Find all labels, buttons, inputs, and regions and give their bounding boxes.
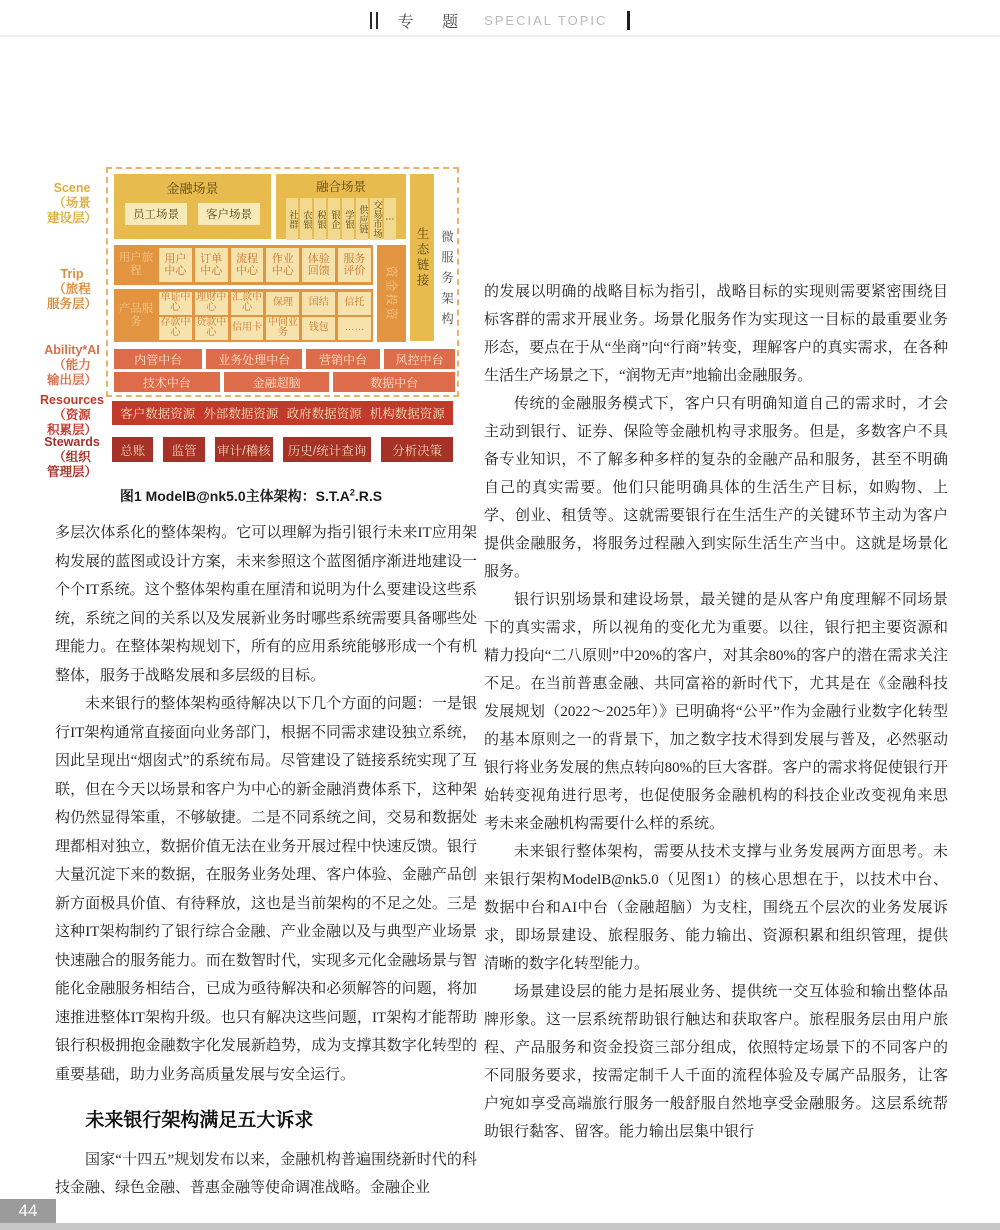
microservice-architecture-label: 微服务架构 bbox=[439, 229, 454, 333]
layer-label-scene bbox=[40, 181, 104, 226]
paragraph: 未来银行整体架构，需要从技术支撑与业务发展两方面思考。未来银行架构ModelB@nk5.0（见图1）的核心思想在于，以技术中台、数据中台和AI中台（金融超脑）为支柱，围绕五个层次的业务发展诉求，即场景建设、旅程服务、能力输出、资源积累和组织管理，提供清晰的数字化转型能力。 bbox=[484, 844, 948, 972]
resource-item: 客户数据资源 bbox=[120, 407, 196, 421]
diagram-body bbox=[106, 167, 460, 489]
layer-label-resources bbox=[40, 393, 104, 438]
resource-item: 政府数据资源 bbox=[286, 407, 362, 421]
figure-1-architecture-diagram bbox=[40, 167, 462, 489]
paragraph: 多层次体系化的整体架构。它可以理解为指引银行未来IT应用架构发展的蓝图或设计方案，未来参照这个蓝图循序渐进地建设一个个IT系统。这个整体架构重在厘清和说明为什么要建设这些系统，系统之间的关系以及发展新业务时哪些系统需要具备哪些处理能力。在整体架构规划下，所有的应用系统能够形成一个有机整体，服务于战略发展和多层级的目标。 bbox=[55, 525, 477, 684]
fusion-item: 农银 bbox=[300, 198, 312, 240]
journey-item: 订单中心 bbox=[195, 248, 228, 282]
product-item: 单证中心 bbox=[160, 291, 191, 313]
header-title-en: SPECIAL TOPIC bbox=[484, 12, 608, 28]
page-number: 44 bbox=[0, 1199, 56, 1223]
steward-item: 分析决策 bbox=[381, 437, 453, 462]
resource-item: 外部数据资源 bbox=[203, 407, 279, 421]
capital-investment-bar bbox=[377, 245, 406, 342]
product-item: 信用卡 bbox=[231, 317, 264, 340]
fusion-scene-title: 融合场景 bbox=[315, 180, 366, 194]
product-item: 汇款中心 bbox=[232, 291, 263, 313]
page-header bbox=[0, 6, 1000, 34]
header-divider bbox=[0, 35, 1000, 37]
steward-item: 监管 bbox=[163, 437, 204, 462]
double-bar-icon bbox=[370, 12, 378, 29]
finance-scene-title: 金融场景 bbox=[166, 181, 219, 196]
ability-item: 内管中台 bbox=[114, 349, 202, 369]
product-item: 保理 bbox=[266, 292, 299, 315]
ability-row-2 bbox=[114, 372, 455, 392]
ability-item: 数据中台 bbox=[333, 372, 455, 392]
fusion-item: ⋯ bbox=[384, 198, 396, 240]
label-line: Resources bbox=[40, 393, 104, 407]
fusion-scene-items bbox=[276, 198, 406, 240]
product-rows bbox=[159, 292, 371, 340]
single-bar-icon bbox=[627, 11, 630, 30]
fusion-scene-block bbox=[276, 174, 406, 239]
steward-item: 总账 bbox=[112, 437, 153, 462]
eco-link-bar: 生态链接 bbox=[410, 174, 434, 341]
journey-item: 流程中心 bbox=[231, 248, 264, 282]
resources-layer-bar bbox=[112, 401, 453, 425]
product-item: 中间业务 bbox=[267, 316, 298, 338]
product-item: …… bbox=[338, 317, 371, 340]
label-line: 建设层） bbox=[46, 211, 97, 225]
label-line: Stewards bbox=[44, 435, 100, 449]
label-line: （能力 bbox=[53, 358, 91, 372]
scene-item: 客户场景 bbox=[198, 203, 260, 225]
user-journey-band bbox=[114, 245, 373, 285]
ability-item: 风控中台 bbox=[384, 349, 455, 369]
header-title-cn: 专 题 bbox=[397, 13, 471, 31]
layer-label-stewards bbox=[40, 435, 104, 480]
label-line: 管理层） bbox=[46, 465, 97, 479]
product-row-1 bbox=[159, 292, 371, 315]
resource-item: 机构数据资源 bbox=[369, 407, 445, 421]
fusion-item: 银企 bbox=[328, 198, 340, 240]
right-text-column bbox=[484, 278, 948, 1146]
journey-item: 服务评价 bbox=[338, 248, 371, 282]
paragraph: 传统的金融服务模式下，客户只有明确知道自己的需求时，才会主动到银行、证券、保险等金融机构寻求服务。但是，多数客户不具备专业知识，不了解多种多样的复杂的金融产品和服务，甚至不明确自己的真实需要。他们只能明确具体的生活生产目标，如购物、上学、创业、租赁等。这就需要银行在生活生产的关键环节主动为客户提供金融服务，将服务过程融入到实际生活生产当中。这就是场景化服务。 bbox=[484, 396, 948, 580]
product-item: 国结 bbox=[302, 292, 335, 315]
label-line: 积累层） bbox=[46, 423, 97, 437]
product-band-label: 产品服务 bbox=[118, 302, 154, 328]
label-line: Ability*AI bbox=[44, 343, 100, 357]
ability-item: 技术中台 bbox=[114, 372, 220, 392]
fusion-item: 税银 bbox=[314, 198, 326, 240]
section-heading: 未来银行架构满足五大诉求 bbox=[85, 1110, 314, 1131]
paragraph: 的发展以明确的战略目标为指引，战略目标的实现则需要紧密围绕目标客群的需求开展业务。场景化服务作为实现这一目标的最重要业务形态，要点在于从“坐商”向“行商”转变，理解客户的真实需求，在各种生活生产场景之下，“润物无声”地输出金融服务。 bbox=[484, 284, 948, 384]
product-item: 贷款中心 bbox=[196, 316, 227, 338]
product-item: 理财中心 bbox=[196, 291, 227, 313]
layer-label-trip bbox=[40, 267, 104, 312]
product-item: 信托 bbox=[338, 292, 371, 315]
label-line: 输出层） bbox=[46, 373, 97, 387]
fusion-item: 社群 bbox=[286, 198, 298, 240]
capital-investment-label: 资金投资 bbox=[384, 265, 399, 322]
label-line: （旅程 bbox=[53, 282, 91, 296]
label-line: （资源 bbox=[53, 408, 91, 422]
paragraph: 银行识别场景和建设场景，最关键的是从客户角度理解不同场景下的真实需求，所以视角的变化尤为重要。以往，银行把主要资源和精力投向“二八原则”中20%的客户，对其余80%的客户的潜在需求关注不足。在当前普惠金融、共同富裕的新时代下，尤其是在《金融科技发展规划（2022～2025年）》已明确将“公平”作为金融行业数字化转型的基本原则之一的背景下，加之数字技术得到发展与普及，必然驱动银行将业务发展的焦点转向80%的巨大客群。客户的需求将促使银行开始转变视角进行思考，也促使服务金融机构的科技企业改变视角来思考未来金融机构需要什么样的系统。 bbox=[484, 592, 948, 832]
stewards-layer-row bbox=[112, 437, 453, 462]
label-line: （场景 bbox=[53, 196, 91, 210]
journey-band-label: 用户旅程 bbox=[118, 252, 154, 277]
caption-text: 图1 ModelB@nk5.0主体架构：S.T.A bbox=[119, 488, 350, 504]
caption-superscript: 2 bbox=[349, 487, 355, 498]
product-service-band bbox=[114, 289, 373, 342]
fusion-item: 供应链 bbox=[356, 198, 368, 240]
fusion-item: 交易市场 bbox=[371, 200, 382, 238]
dashed-boundary bbox=[106, 167, 459, 397]
paragraph: 国家“十四五”规划发布以来，金融机构普遍围绕新时代的科技金融、绿色金融、普惠金融等使命调准战略。金融企业 bbox=[55, 1151, 477, 1196]
steward-item: 历史/统计查询 bbox=[283, 437, 371, 462]
label-line: Trip bbox=[60, 267, 84, 281]
steward-item: 审计/稽核 bbox=[215, 437, 273, 462]
ability-item: 金融超脑 bbox=[224, 372, 330, 392]
product-item: 钱包 bbox=[302, 317, 335, 340]
scene-item: 员工场景 bbox=[125, 203, 187, 225]
layer-label-ability bbox=[40, 343, 104, 388]
paragraph: 未来银行的整体架构亟待解决以下几个方面的问题：一是银行IT架构通常直接面向业务部门，根据不同需求建设独立系统，因此呈现出“烟囱式”的系统布局。尽管建设了链接系统实现了互联，但在今天以场景和客户为中心的新金融消费体系下，这种架构仍然显得笨重，不够敏捷。二是不同系统之间，交易和数据处理都相对独立，数据价值无法在业务开展过程中快速反馈。银行大量沉淀下来的数据，在服务业务处理、客户体验、金融产品创新方面极具价值、有待释放，这也是当前架构的不足之处。三是这种IT架构制约了银行综合金融、产业金融以及与典型产业场景快速融合的服务能力。而在数智时代，实现多元化金融场景与智能化金融服务相结合，已成为亟待解决和必须解答的问题，将加速推进整体IT架构升级。也只有解决这些问题，IT架构才能帮助银行积极拥抱金融数字化发展新趋势，成为支撑其数字化转型的重要基础，助力业务高质量发展与安全运行。 bbox=[55, 696, 477, 1083]
label-line: （组织 bbox=[53, 450, 91, 464]
ability-item: 业务处理中台 bbox=[206, 349, 302, 369]
ability-row-1 bbox=[114, 349, 455, 369]
finance-scene-block bbox=[114, 174, 271, 239]
bottom-bar bbox=[0, 1223, 1000, 1230]
product-row-2 bbox=[159, 317, 371, 340]
caption-text: .R.S bbox=[354, 488, 383, 504]
label-line: Scene bbox=[53, 181, 91, 195]
product-item: 存款中心 bbox=[160, 316, 191, 338]
journey-item: 作业中心 bbox=[266, 248, 299, 282]
fusion-item: 学银 bbox=[342, 198, 354, 240]
left-text-column bbox=[55, 519, 477, 1203]
journey-item: 体验回馈 bbox=[302, 248, 335, 282]
ability-item: 营销中台 bbox=[306, 349, 380, 369]
journey-item: 用户中心 bbox=[159, 248, 192, 282]
finance-scene-items bbox=[114, 203, 271, 225]
figure-caption bbox=[40, 486, 462, 506]
label-line: 服务层） bbox=[46, 297, 97, 311]
paragraph: 场景建设层的能力是拓展业务、提供统一交互体验和输出整体品牌形象。这一层系统帮助银行触达和获取客户。旅程服务层由用户旅程、产品服务和资金投资三部分组成，依照特定场景下的不同客户的不同服务要求，按需定制千人千面的流程体验及专属产品服务，让客户宛如享受高端旅行服务一般舒服自然地享受金融服务。这层系统帮助银行黏客、留客。能力输出层集中银行 bbox=[484, 984, 948, 1140]
